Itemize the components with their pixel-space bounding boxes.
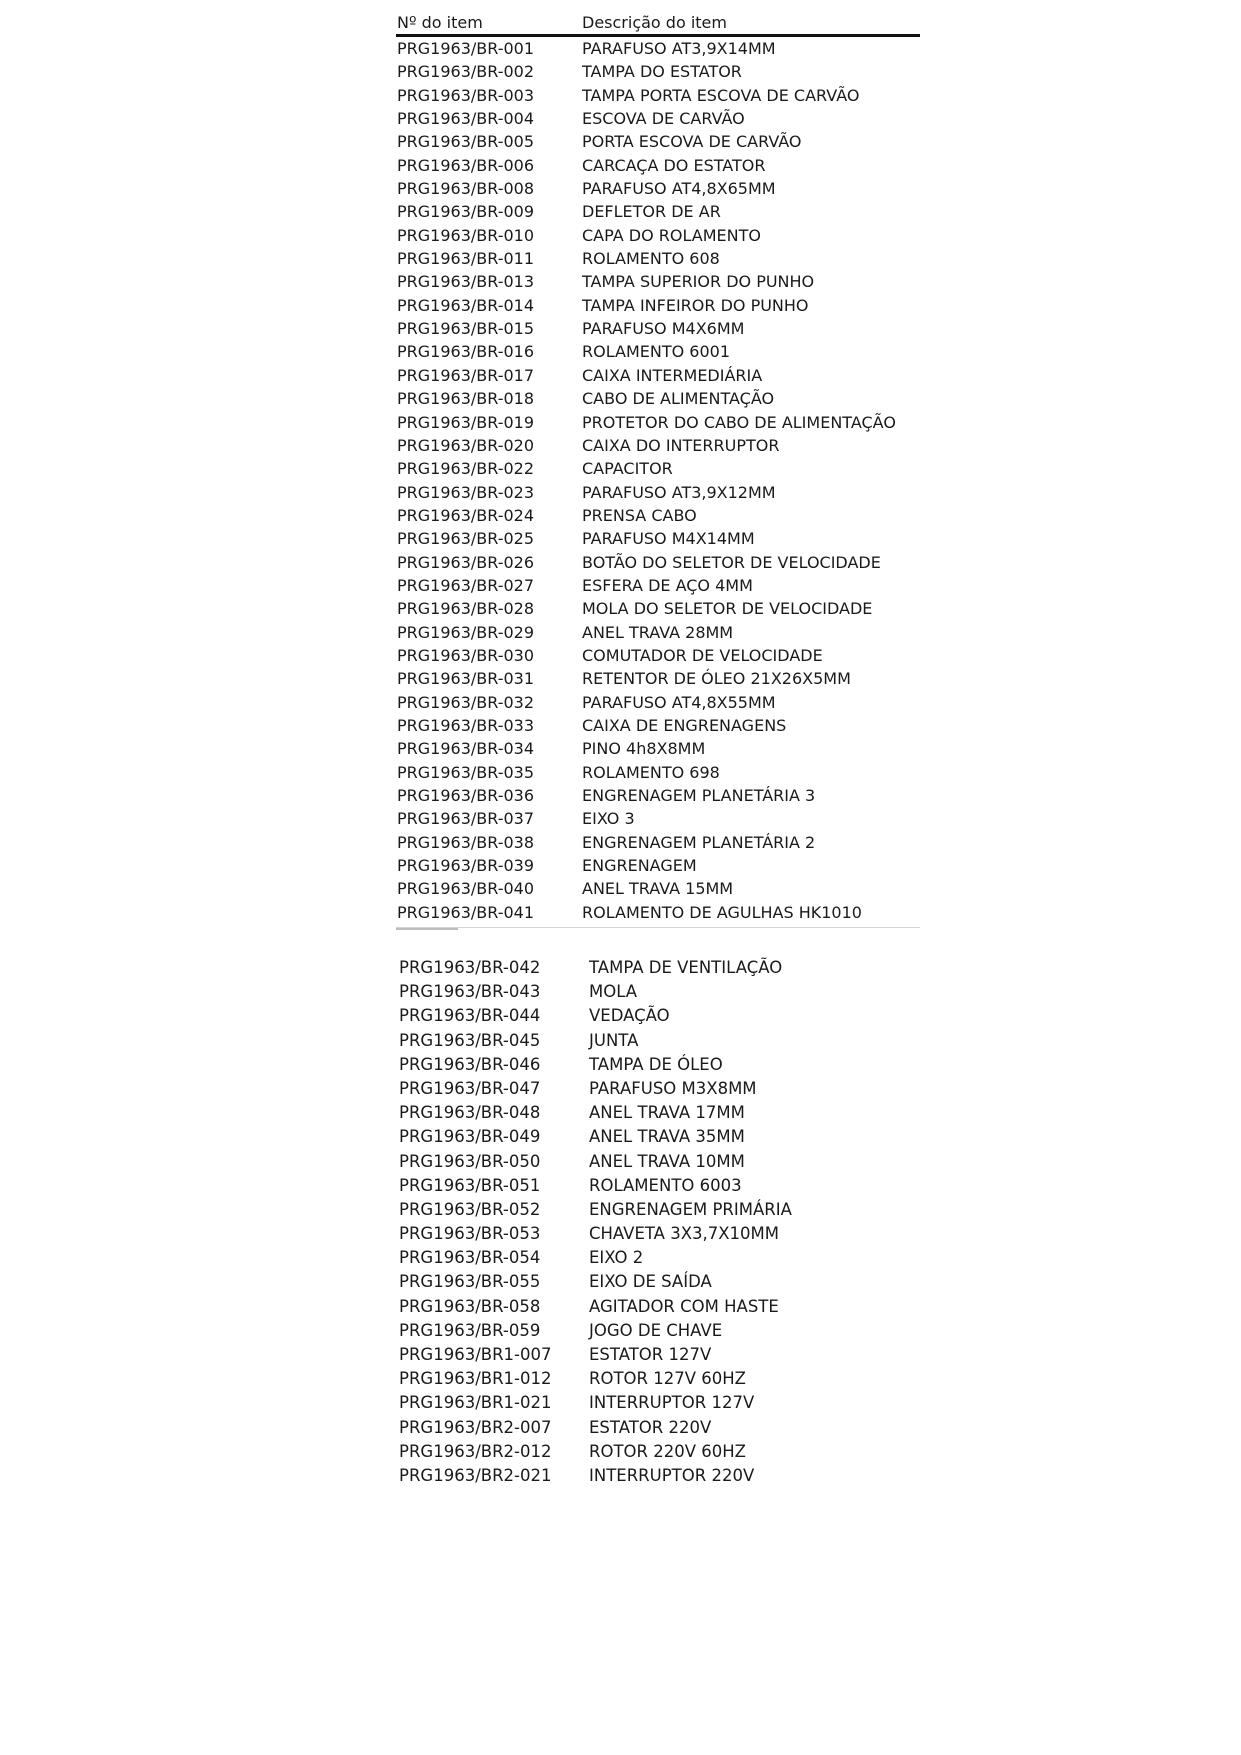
item-number: PRG1963/BR-015 <box>397 319 535 339</box>
item-number: PRG1963/BR2-021 <box>399 1465 552 1485</box>
item-number: PRG1963/BR-052 <box>399 1199 541 1219</box>
item-description: ROTOR 127V 60HZ <box>589 1369 746 1389</box>
table-row <box>396 60 920 83</box>
item-description: PARAFUSO M3X8MM <box>589 1078 757 1098</box>
table-row <box>396 154 920 177</box>
table-row <box>396 854 920 877</box>
item-description: PARAFUSO M4X6MM <box>582 319 745 339</box>
table-row <box>396 691 920 714</box>
table-row <box>398 956 918 980</box>
item-number: PRG1963/BR-023 <box>397 482 535 502</box>
parts-table-part2 <box>398 956 918 1488</box>
item-number: PRG1963/BR-016 <box>397 342 535 362</box>
item-number: PRG1963/BR-028 <box>397 599 535 619</box>
table-row <box>396 411 920 434</box>
item-number: PRG1963/BR-009 <box>397 202 535 222</box>
item-number: PRG1963/BR-001 <box>397 39 535 58</box>
item-number: PRG1963/BR-011 <box>397 249 535 269</box>
table-row <box>396 504 920 527</box>
item-description: ENGRENAGEM PLANETÁRIA 3 <box>582 786 816 805</box>
table-body-part1 <box>396 37 920 924</box>
item-description: CAIXA DO INTERRUPTOR <box>582 435 780 455</box>
header-item-description: Descrição do item <box>582 13 727 32</box>
table-header <box>396 12 920 37</box>
table-row <box>396 761 920 784</box>
table-row <box>396 807 920 830</box>
item-description: ENGRENAGEM <box>582 856 697 876</box>
item-description: ANEL TRAVA 28MM <box>582 622 734 642</box>
table-row <box>396 37 920 60</box>
item-description: TAMPA DE ÓLEO <box>589 1054 723 1074</box>
item-description: ROLAMENTO 6003 <box>589 1175 742 1195</box>
item-description: INTERRUPTOR 127V <box>589 1393 755 1413</box>
table-row <box>398 1222 918 1246</box>
table-row <box>398 1077 918 1101</box>
item-number: PRG1963/BR-054 <box>399 1248 541 1268</box>
item-description: TAMPA DO ESTATOR <box>582 62 742 82</box>
item-number: PRG1963/BR-050 <box>399 1151 541 1171</box>
item-description: ESCOVA DE CARVÃO <box>582 109 745 129</box>
item-description: INTERRUPTOR 220V <box>589 1465 755 1485</box>
item-description: MOLA DO SELETOR DE VELOCIDADE <box>582 599 873 619</box>
item-number: PRG1963/BR-041 <box>397 902 535 922</box>
table-row <box>398 1101 918 1125</box>
item-description: EIXO 2 <box>589 1248 644 1268</box>
table-row <box>398 980 918 1004</box>
item-number: PRG1963/BR-055 <box>399 1272 541 1292</box>
table-row <box>396 457 920 480</box>
item-number: PRG1963/BR-037 <box>397 809 535 829</box>
item-number: PRG1963/BR-053 <box>399 1224 541 1244</box>
table-row <box>398 1198 918 1222</box>
table-row <box>396 247 920 270</box>
item-number: PRG1963/BR-058 <box>399 1296 541 1316</box>
item-description: CAIXA INTERMEDIÁRIA <box>582 365 763 385</box>
table-row <box>398 1029 918 1053</box>
table-row <box>396 877 920 900</box>
table-row <box>396 527 920 550</box>
item-description: CARCAÇA DO ESTATOR <box>582 155 766 175</box>
table-row <box>398 1053 918 1077</box>
item-description: TAMPA DE VENTILAÇÃO <box>589 958 783 977</box>
item-description: ESFERA DE AÇO 4MM <box>582 575 753 595</box>
item-number: PRG1963/BR-026 <box>397 552 535 572</box>
item-description: JOGO DE CHAVE <box>589 1320 723 1340</box>
item-description: PARAFUSO M4X14MM <box>582 529 755 549</box>
table-row <box>396 574 920 597</box>
item-number: PRG1963/BR-013 <box>397 272 535 292</box>
item-number: PRG1963/BR-018 <box>397 389 535 409</box>
table-row <box>396 270 920 293</box>
item-number: PRG1963/BR-027 <box>397 575 535 595</box>
table-row <box>396 107 920 130</box>
item-description: CABO DE ALIMENTAÇÃO <box>582 389 775 409</box>
item-number: PRG1963/BR-020 <box>397 435 535 455</box>
item-description: DEFLETOR DE AR <box>582 202 721 222</box>
item-description: PARAFUSO AT4,8X55MM <box>582 692 776 712</box>
table-row <box>396 621 920 644</box>
item-number: PRG1963/BR1-007 <box>399 1345 552 1364</box>
item-description: PARAFUSO AT4,8X65MM <box>582 179 776 199</box>
item-description: ANEL TRAVA 17MM <box>589 1103 745 1123</box>
table-row <box>396 901 920 924</box>
item-description: MOLA <box>589 982 638 1002</box>
item-number: PRG1963/BR1-021 <box>399 1393 552 1413</box>
table-row <box>396 784 920 807</box>
table-row <box>398 1391 918 1415</box>
table-row <box>398 1150 918 1174</box>
item-description: EIXO 3 <box>582 809 635 829</box>
item-number: PRG1963/BR-034 <box>397 739 535 759</box>
table-row <box>398 1295 918 1319</box>
item-description: RETENTOR DE ÓLEO 21X26X5MM <box>582 669 851 689</box>
item-description: BOTÃO DO SELETOR DE VELOCIDADE <box>582 552 881 572</box>
item-number: PRG1963/BR-033 <box>397 715 535 735</box>
item-number: PRG1963/BR-040 <box>397 879 535 899</box>
table-row <box>396 387 920 410</box>
item-description: ROLAMENTO DE AGULHAS HK1010 <box>582 902 862 922</box>
item-description: ESTATOR 127V <box>589 1345 712 1364</box>
parts-table-part1 <box>396 12 920 924</box>
table-row <box>396 294 920 317</box>
item-number: PRG1963/BR-004 <box>397 109 535 129</box>
item-number: PRG1963/BR-032 <box>397 692 535 712</box>
item-description: CAIXA DE ENGRENAGENS <box>582 715 787 735</box>
item-description: CAPA DO ROLAMENTO <box>582 225 761 245</box>
item-number: PRG1963/BR-044 <box>399 1006 541 1026</box>
table-row <box>396 481 920 504</box>
item-number: PRG1963/BR-029 <box>397 622 535 642</box>
table-row <box>396 340 920 363</box>
item-description: JUNTA <box>589 1030 639 1050</box>
item-description: CAPACITOR <box>582 459 673 479</box>
item-number: PRG1963/BR-047 <box>399 1078 541 1098</box>
item-description: TAMPA PORTA ESCOVA DE CARVÃO <box>582 85 860 105</box>
item-description: ROLAMENTO 6001 <box>582 342 730 362</box>
table-row <box>398 1125 918 1149</box>
table-row <box>398 1270 918 1294</box>
item-description: PARAFUSO AT3,9X14MM <box>582 39 776 58</box>
item-description: ROLAMENTO 698 <box>582 762 720 782</box>
item-description: ESTATOR 220V <box>589 1417 712 1437</box>
item-description: ROLAMENTO 608 <box>582 249 720 269</box>
item-number: PRG1963/BR-025 <box>397 529 535 549</box>
item-number: PRG1963/BR-051 <box>399 1175 541 1195</box>
item-number: PRG1963/BR-010 <box>397 225 535 245</box>
item-number: PRG1963/BR-059 <box>399 1320 541 1340</box>
table-row <box>396 831 920 854</box>
table-row <box>398 1004 918 1028</box>
item-number: PRG1963/BR-048 <box>399 1103 541 1123</box>
item-description: TAMPA INFEIROR DO PUNHO <box>582 295 809 315</box>
table-row <box>396 200 920 223</box>
item-number: PRG1963/BR-031 <box>397 669 535 689</box>
table-row <box>396 317 920 340</box>
table-row <box>396 667 920 690</box>
table-row <box>398 1319 918 1343</box>
item-number: PRG1963/BR-024 <box>397 505 535 525</box>
table-row <box>398 1343 918 1367</box>
table-row <box>396 177 920 200</box>
item-number: PRG1963/BR-039 <box>397 856 535 876</box>
item-number: PRG1963/BR1-012 <box>399 1369 552 1389</box>
table-body-part2 <box>398 956 918 1488</box>
item-description: PARAFUSO AT3,9X12MM <box>582 482 776 502</box>
page-cut-divider-fragment <box>396 928 458 930</box>
item-description: ENGRENAGEM PLANETÁRIA 2 <box>582 832 816 852</box>
table-row <box>396 130 920 153</box>
item-number: PRG1963/BR-005 <box>397 132 535 152</box>
item-description: ROTOR 220V 60HZ <box>589 1441 746 1461</box>
item-description: VEDAÇÃO <box>589 1006 670 1026</box>
item-number: PRG1963/BR-022 <box>397 459 535 479</box>
item-number: PRG1963/BR-036 <box>397 786 535 805</box>
item-number: PRG1963/BR-030 <box>397 645 535 665</box>
item-number: PRG1963/BR-035 <box>397 762 535 782</box>
item-number: PRG1963/BR-002 <box>397 62 535 82</box>
table-row <box>396 597 920 620</box>
item-number: PRG1963/BR2-012 <box>399 1441 552 1461</box>
table-row <box>398 1367 918 1391</box>
table-row <box>396 364 920 387</box>
item-description: PRENSA CABO <box>582 505 697 525</box>
item-number: PRG1963/BR-019 <box>397 412 535 432</box>
header-item-number: Nº do item <box>397 13 483 32</box>
item-number: PRG1963/BR-043 <box>399 982 541 1002</box>
item-number: PRG1963/BR2-007 <box>399 1417 552 1437</box>
item-number: PRG1963/BR-045 <box>399 1030 541 1050</box>
table-row <box>398 1174 918 1198</box>
item-description: ANEL TRAVA 15MM <box>582 879 734 899</box>
item-description: ENGRENAGEM PRIMÁRIA <box>589 1199 792 1219</box>
item-description: ANEL TRAVA 35MM <box>589 1127 745 1147</box>
item-description: PINO 4h8X8MM <box>582 739 706 759</box>
item-description: ANEL TRAVA 10MM <box>589 1151 745 1171</box>
item-number: PRG1963/BR-014 <box>397 295 535 315</box>
item-number: PRG1963/BR-006 <box>397 155 535 175</box>
table-row <box>396 714 920 737</box>
item-description: AGITADOR COM HASTE <box>589 1296 779 1316</box>
item-description: COMUTADOR DE VELOCIDADE <box>582 645 823 665</box>
table-row <box>396 737 920 760</box>
item-number: PRG1963/BR-008 <box>397 179 535 199</box>
item-number: PRG1963/BR-042 <box>399 958 541 977</box>
table-row <box>396 434 920 457</box>
table-row <box>396 644 920 667</box>
table-row <box>398 1464 918 1488</box>
table-row <box>396 224 920 247</box>
item-description: PROTETOR DO CABO DE ALIMENTAÇÃO <box>582 412 896 432</box>
item-description: PORTA ESCOVA DE CARVÃO <box>582 132 802 152</box>
page-cut-divider <box>396 927 920 928</box>
table-row <box>398 1440 918 1464</box>
table-row <box>398 1246 918 1270</box>
item-number: PRG1963/BR-003 <box>397 85 535 105</box>
item-number: PRG1963/BR-017 <box>397 365 535 385</box>
item-description: TAMPA SUPERIOR DO PUNHO <box>582 272 815 292</box>
table-row <box>396 84 920 107</box>
item-description: EIXO DE SAÍDA <box>589 1272 712 1292</box>
item-description: CHAVETA 3X3,7X10MM <box>589 1224 780 1244</box>
item-number: PRG1963/BR-038 <box>397 832 535 852</box>
item-number: PRG1963/BR-046 <box>399 1054 541 1074</box>
item-number: PRG1963/BR-049 <box>399 1127 541 1147</box>
table-row <box>396 551 920 574</box>
table-row <box>398 1416 918 1440</box>
